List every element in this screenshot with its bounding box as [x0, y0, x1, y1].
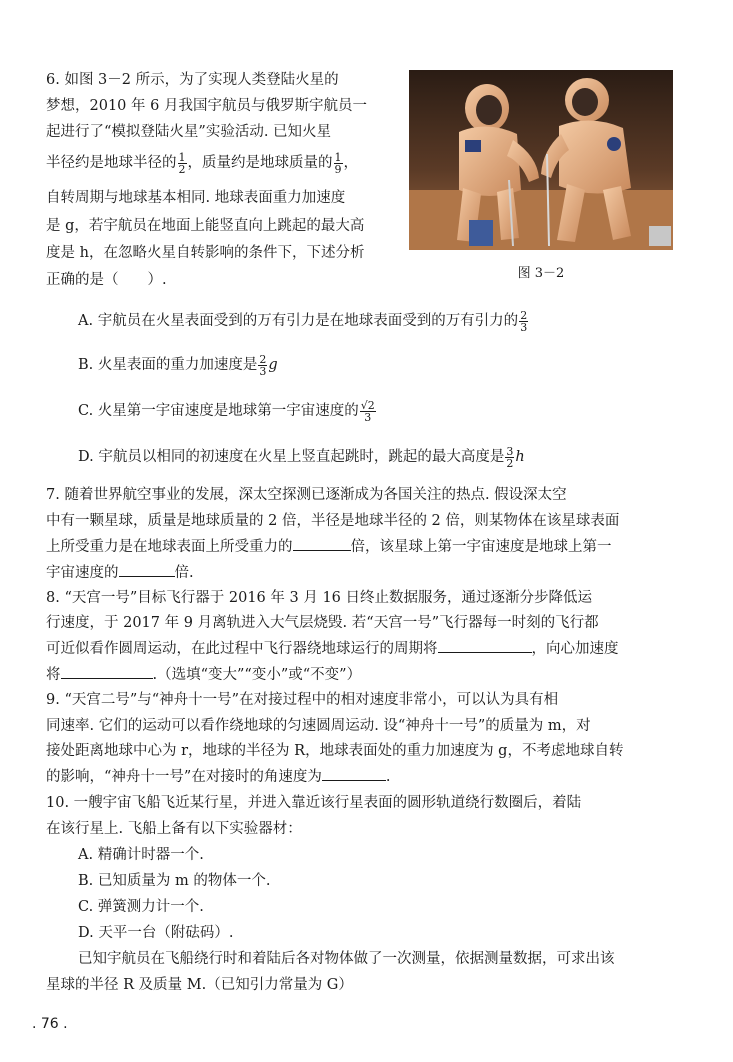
frac-num: 2: [259, 352, 267, 366]
option-6d: [78, 444, 525, 470]
frac-den: 2: [178, 162, 186, 176]
answer-blank[interactable]: [61, 664, 153, 679]
q7-line-4-b: 倍.: [174, 565, 194, 581]
option-6d-text: D. 宇航员以相同的初速度在火星上竖直起跳时，跳起的最大高度是: [78, 449, 505, 465]
q6-line-8: 正确的是（ ）.: [46, 272, 167, 288]
q7-line-2: 中有一颗星球，质量是地球质量的 2 倍，半径是地球半径的 2 倍，则某物体在该星球表面: [46, 513, 620, 529]
q7-line-3-a: 上所受重力是在地球表面上所受重力的: [46, 539, 293, 555]
q9-line-1: 9. “天宫二号”与“神舟十一号”在对接过程中的相对速度非常小，可以认为具有相: [46, 692, 559, 708]
q7-line-4: [46, 562, 194, 583]
q10-line-1: 10. 一艘宇宙飞船飞近某行星，并进入靠近该行星表面的圆形轨道绕行数圈后，着陆: [46, 795, 582, 811]
option-6b: [78, 352, 278, 378]
astronaut-photo-image: [409, 70, 673, 250]
q8-line-3-a: 可近似看作圆周运动，在此过程中飞行器绕地球运行的周期将: [46, 641, 438, 657]
q8-line-3-b: ，向心加速度: [531, 641, 619, 657]
q9-line-4-a: 的影响，“神舟十一号”在对接时的角速度为: [46, 769, 322, 785]
option-6b-text: B. 火星表面的重力加速度是: [78, 357, 258, 373]
fraction-one-half: [178, 152, 187, 175]
q10-line-2: 在该行星上. 飞船上备有以下实验器材：: [46, 821, 302, 837]
q9-line-4-b: .: [385, 769, 391, 785]
q6-line-2: 梦想，2010 年 6 月我国宇航员与俄罗斯宇航员一: [46, 98, 367, 114]
q6-line-1: 6. 如图 3－2 所示，为了实现人类登陆火星的: [46, 72, 339, 88]
option-6d-tail: h: [515, 449, 525, 465]
answer-blank[interactable]: [119, 562, 175, 577]
astronaut-photo: [409, 70, 673, 250]
answer-blank[interactable]: [322, 766, 386, 781]
frac-num: 3: [506, 444, 514, 458]
q10-item-c: C. 弹簧测力计一个.: [78, 899, 204, 915]
q6-line-4: [46, 150, 396, 176]
frac-num: √2: [360, 398, 375, 412]
option-6b-tail: g: [268, 357, 278, 373]
q9-line-3: 接处距离地球中心为 r，地球的半径为 R，地球表面处的重力加速度为 g，不考虑地球自转: [46, 743, 624, 759]
q6-line-6: 是 g，若宇航员在地面上能竖直向上跳起的最大高: [46, 218, 365, 234]
q6-line-4-a: 半径约是地球半径的: [46, 155, 177, 171]
q8-line-3: [46, 638, 619, 659]
fraction-sqrt2-thirds: [360, 400, 376, 423]
fraction-two-thirds: [258, 354, 267, 377]
q8-line-4: [46, 664, 361, 685]
q8-line-4-a: 将: [46, 667, 61, 683]
q6-line-4-c: ，: [343, 155, 358, 171]
option-6a-text: A. 宇航员在火星表面受到的万有引力是在地球表面受到的万有引力的: [78, 313, 519, 329]
q6-line-3: 起进行了“模拟登陆火星”实验活动. 已知火星: [46, 124, 332, 140]
page-number: . 76 .: [32, 1016, 68, 1032]
frac-den: 3: [364, 410, 372, 424]
q6-line-7: 度是 h，在忽略火星自转影响的条件下，下述分析: [46, 245, 365, 261]
figure-caption: 图 3－2: [517, 266, 565, 281]
answer-blank[interactable]: [438, 638, 532, 653]
option-6c-text: C. 火星第一宇宙速度是地球第一宇宙速度的: [78, 403, 359, 419]
option-6c: [78, 398, 377, 424]
frac-den: 2: [506, 456, 514, 470]
q9-line-2: 同速率. 它们的运动可以看作绕地球的匀速圆周运动. 设“神舟十一号”的质量为 m，对: [46, 718, 591, 734]
frac-den: 3: [520, 320, 528, 334]
frac-den: 9: [334, 162, 342, 176]
q10-item-a: A. 精确计时器一个.: [78, 847, 204, 863]
q7-line-1: 7. 随着世界航空事业的发展，深太空探测已逐渐成为各国关注的热点. 假设深太空: [46, 487, 567, 503]
answer-blank[interactable]: [293, 536, 351, 551]
option-6a: [78, 308, 529, 334]
q7-line-3-b: 倍，该星球上第一宇宙速度是地球上第一: [350, 539, 612, 555]
q10-line-3: 已知宇航员在飞船绕行时和着陆后各对物体做了一次测量，依据测量数据，可求出该: [78, 951, 615, 967]
q9-line-4: [46, 766, 390, 787]
frac-num: 1: [334, 150, 342, 164]
q10-line-4: 星球的半径 R 及质量 M.（已知引力常量为 G）: [46, 977, 353, 993]
fraction-one-ninth: [334, 152, 343, 175]
q8-line-4-b: .（选填“变大”“变小”或“不变”）: [152, 667, 362, 683]
q6-line-4-b: ，质量约是地球质量的: [187, 155, 333, 171]
q10-item-d: D. 天平一台（附砝码）.: [78, 925, 234, 941]
frac-num: 1: [178, 150, 186, 164]
fraction-three-halves: [505, 446, 514, 469]
frac-num: 2: [520, 308, 528, 322]
fraction-two-thirds: [519, 310, 528, 333]
q8-line-1: 8. “天宫一号”目标飞行器于 2016 年 3 月 16 日终止数据服务，通过逐渐分步降低运: [46, 590, 592, 606]
q6-line-5: 自转周期与地球基本相同. 地球表面重力加速度: [46, 190, 346, 206]
q8-line-2: 行速度，于 2017 年 9 月离轨进入大气层烧毁. 若“天宫一号”飞行器每一时刻的飞行都: [46, 615, 599, 631]
q7-line-4-a: 宇宙速度的: [46, 565, 119, 581]
q7-line-3: [46, 536, 612, 557]
frac-den: 3: [259, 364, 267, 378]
q10-item-b: B. 已知质量为 m 的物体一个.: [78, 873, 271, 889]
